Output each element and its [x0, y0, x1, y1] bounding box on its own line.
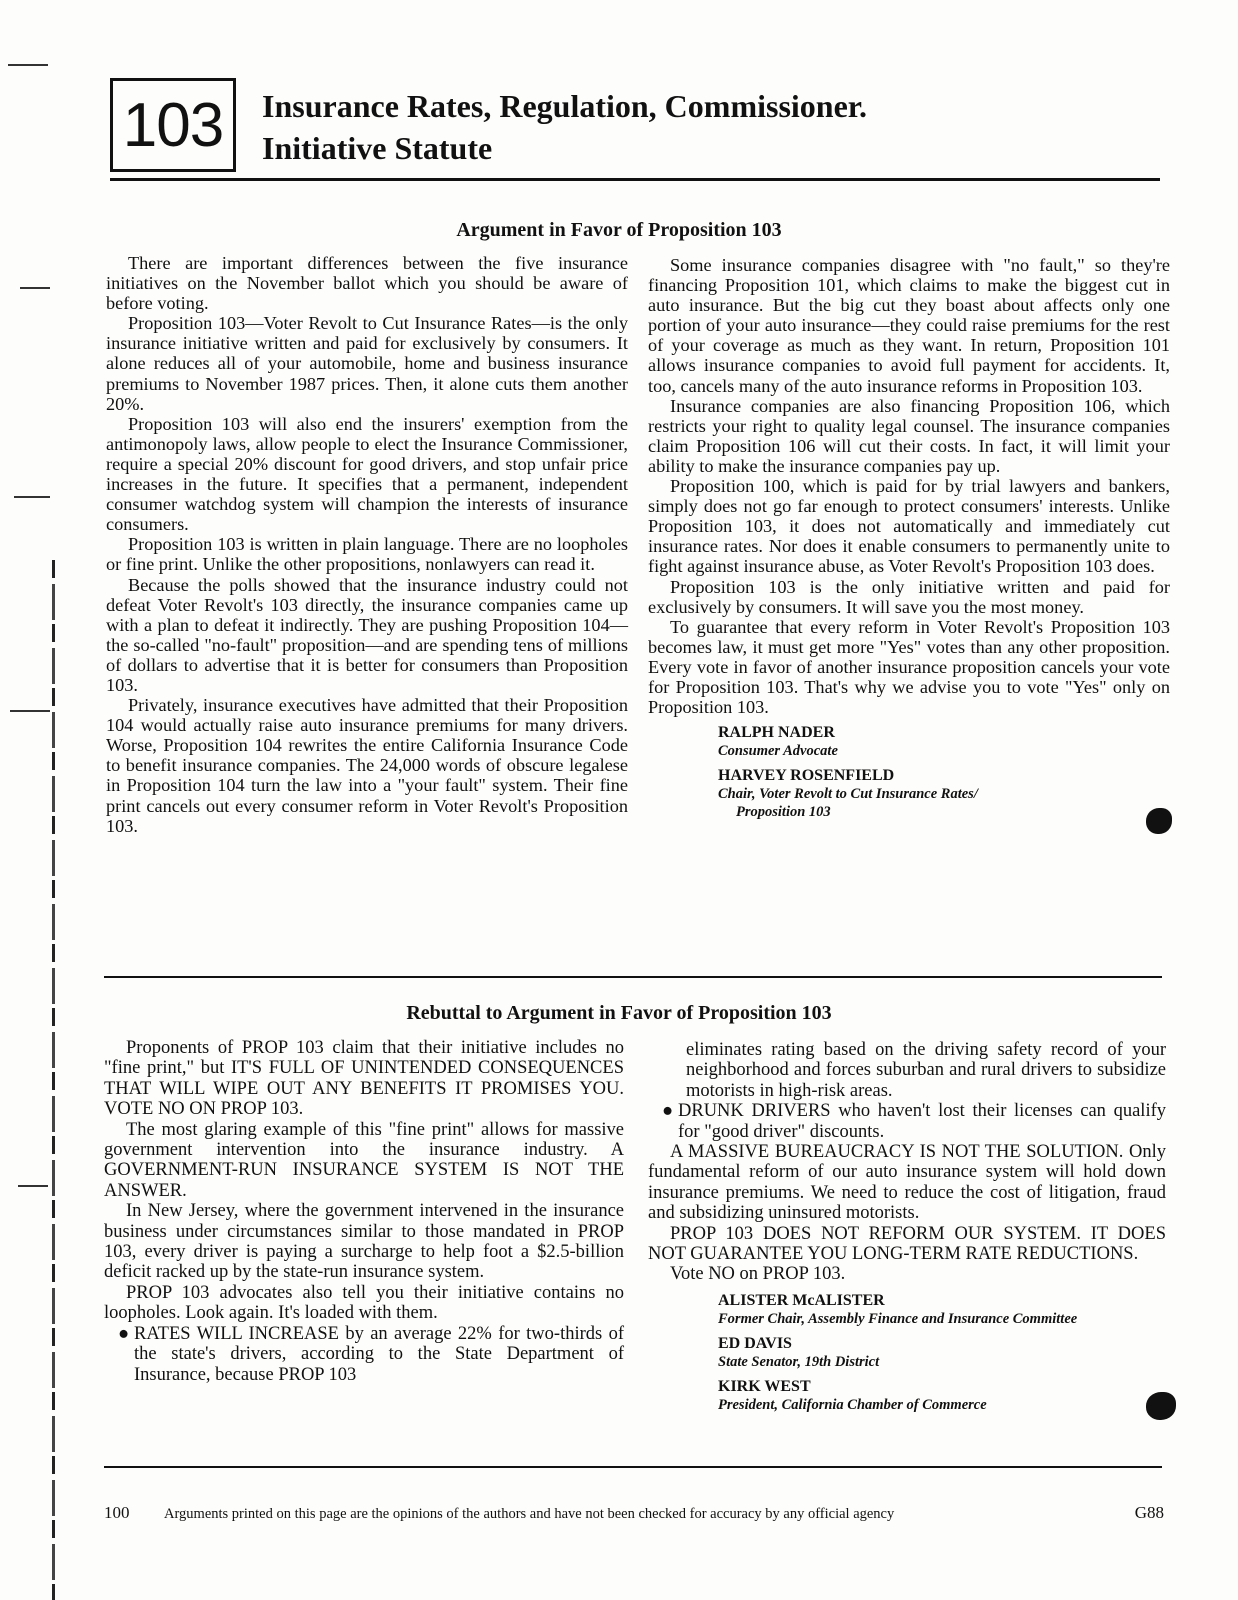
- rebuttal-paragraph: The most glaring example of this "fine print" allows for massive government intervention into the insurance industry. A GOVERNMENT-RUN INSURANCE SYSTEM IS NOT THE ANSWER.: [104, 1119, 624, 1201]
- rebuttal-signatures: [718, 1291, 1166, 1414]
- rebuttal-paragraph: A MASSIVE BUREAUCRACY IS NOT THE SOLUTION. Only fundamental reform of our auto insurance system will hold down insurance premiums. We need to reduce the cost of litigation, fraud and subsidizing uninsured motorists.: [648, 1142, 1166, 1224]
- footer-divider: [104, 1466, 1162, 1468]
- rebuttal-paragraph: Vote NO on PROP 103.: [670, 1264, 846, 1285]
- argument-right-column: [648, 255, 1170, 827]
- signer-title-continued: Proposition 103: [736, 804, 831, 821]
- argument-paragraph: To guarantee that every reform in Voter Revolt's Proposition 103 becomes law, it must get more "Yes" votes than any other proposition. Every vote in favor of another insurance proposition cancels your vote for Proposition 103. That's why we advise you to vote "Yes" only on Proposition 103.: [648, 616, 1170, 718]
- header-rule: [110, 178, 1160, 181]
- argument-paragraph: Privately, insurance executives have admitted that their Proposition 104 would actually raise auto insurance premiums for many drivers. Worse, Proposition 104 rewrites the entire California Insurance Code to benefit insurance companies. The 24,000 words of obscure legalese in Proposition 104 turn the law into a "your fault" system. Their fine print cancels out every consumer reform in Voter Revolt's Proposition 103.: [106, 695, 628, 836]
- bullet-icon: ●: [118, 1323, 130, 1344]
- rebuttal-paragraph: Proponents of PROP 103 claim that their initiative includes no "fine print," but IT'S FULL OF UNINTENDED CONSEQUENCES THAT WILL WIPE OUT ANY BENEFITS IT PROMISES YOU. VOTE NO ON PROP 103.: [104, 1038, 624, 1120]
- rebuttal-bullet-text: RATES WILL INCREASE by an average 22% for two-thirds of the state's drivers, according to the State Department of Insurance, because PROP 103: [134, 1323, 624, 1385]
- signer-name: KIRK WEST: [718, 1377, 811, 1395]
- rebuttal-bullet: [648, 1101, 1166, 1142]
- signer-title: President, California Chamber of Commerce: [718, 1396, 987, 1413]
- argument-paragraph: Proposition 100, which is paid for by trial lawyers and bankers, simply does not go far enough to protect consumers' interests. Unlike Proposition 103, it does not automatically and immediately cut insurance rates. Nor does it enable consumers to permanently unite to fight against insurance abuse, as Voter Revolt's Proposition 103 does.: [648, 476, 1170, 577]
- rebuttal-heading: Rebuttal to Argument in Favor of Proposition 103: [406, 1002, 832, 1024]
- footer-disclaimer: Arguments printed on this page are the opinions of the authors and have not been checked for accuracy by any official agency: [164, 1506, 895, 1522]
- argument-paragraph: Proposition 103—Voter Revolt to Cut Insurance Rates—is the only insurance initiative written and paid for exclusively by consumers. It alone reduces all of your automobile, home and business insurance premiums to November 1987 prices. Then, it alone cuts them another 20%.: [106, 313, 628, 414]
- page-code: G88: [1134, 1503, 1164, 1522]
- argument-paragraph: Insurance companies are also financing Proposition 106, which restricts your right to quality legal counsel. The insurance companies claim Proposition 106 will cut their costs. In fact, it will limit your ability to make the insurance companies pay up.: [648, 395, 1170, 476]
- rebuttal-right-column: [648, 1040, 1166, 1420]
- proposition-title: Insurance Rates, Regulation, Commissioner.: [262, 88, 868, 124]
- argument-left-column: [106, 253, 628, 836]
- argument-paragraph: Proposition 103 is written in plain language. There are no loopholes or fine print. Unlike the other propositions, nonlawyers can read it.: [106, 534, 628, 575]
- proposition-subtitle: Initiative Statute: [262, 130, 493, 166]
- rebuttal-bullet-text: DRUNK DRIVERS who haven't lost their licenses can qualify for "good driver" discounts.: [678, 1101, 1166, 1142]
- rebuttal-paragraph: PROP 103 DOES NOT REFORM OUR SYSTEM. IT DOES NOT GUARANTEE YOU LONG-TERM RATE REDUCTIONS.: [648, 1223, 1166, 1265]
- proposition-number-box: 103: [110, 78, 236, 172]
- page-footer: [104, 1503, 1164, 1527]
- section-divider: [104, 976, 1162, 978]
- argument-paragraph: Because the polls showed that the insurance industry could not defeat Voter Revolt's 103 directly, the insurance companies came up with a plan to defeat it indirectly. They are pushing Proposition 104—the so-called "no-fault" proposition—and are spending tens of millions of dollars to advertise that it is better for consumers than Proposition 103.: [106, 574, 628, 695]
- signer-name: ED DAVIS: [718, 1334, 792, 1352]
- signer-title: Consumer Advocate: [718, 743, 838, 760]
- rebuttal-continuation: eliminates rating based on the driving safety record of your neighborhood and forces suburban and rural drivers to subsidize motorists in high-risk areas.: [686, 1040, 1166, 1101]
- rebuttal-paragraph: In New Jersey, where the government intervened in the insurance business under circumstances similar to those mandated in PROP 103, every driver is paying a surcharge to help foot a $2.5-billion deficit racked up by the state-run insurance system.: [104, 1201, 624, 1283]
- argument-paragraph: Proposition 103 will also end the insurers' exemption from the antimonopoly laws, allow people to elect the Insurance Commissioner, require a special 20% discount for good drivers, and stop unfair price increases in the future. It specifies that a permanent, independent consumer watchdog system will champion the interests of insurance consumers.: [106, 413, 628, 535]
- ink-blot-artifact: [1146, 1392, 1176, 1420]
- signer-title: Chair, Voter Revolt to Cut Insurance Rates/: [718, 786, 978, 803]
- signer-name: HARVEY ROSENFIELD: [718, 767, 895, 785]
- rebuttal-bullet: [104, 1324, 624, 1385]
- signer-title: State Senator, 19th District: [718, 1353, 880, 1370]
- signer-name: ALISTER McALISTER: [718, 1291, 885, 1309]
- argument-paragraph: There are important differences between the five insurance initiatives on the November ballot which you should be aware of before voting.: [106, 253, 628, 314]
- rebuttal-left-column: [104, 1038, 624, 1385]
- bullet-icon: ●: [662, 1101, 674, 1122]
- argument-paragraph: Some insurance companies disagree with "no fault," so they're financing Proposition 101, which claims to make the biggest cut in auto insurance. But the big cut they boast about affects only one portion of your auto insurance—they could raise premiums for the rest of your coverage as much as they want. In return, Proposition 101 allows insurance companies to avoid full payment for accidents. It, too, cancels many of the auto insurance reforms in Proposition 103.: [648, 255, 1170, 396]
- argument-signatures: [718, 723, 1170, 821]
- argument-paragraph: Proposition 103 is the only initiative written and paid for exclusively by consumers. It will save you the most money.: [648, 576, 1170, 617]
- rebuttal-paragraph: PROP 103 advocates also tell you their initiative contains no loopholes. Look again. It's loaded with them.: [104, 1282, 624, 1324]
- signer-title: Former Chair, Assembly Finance and Insurance Committee: [718, 1310, 1078, 1327]
- signer-name: RALPH NADER: [718, 724, 835, 742]
- ink-blot-artifact: [1146, 808, 1172, 834]
- page-number: 100: [104, 1503, 130, 1522]
- argument-heading: Argument in Favor of Proposition 103: [456, 219, 782, 241]
